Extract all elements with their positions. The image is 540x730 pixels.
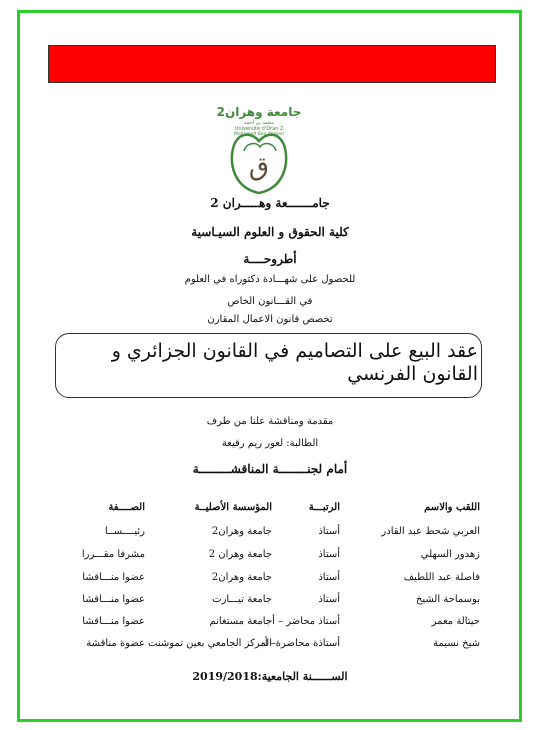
svg-text:ق: ق <box>248 152 270 182</box>
specialty-line: تخصص قانون الاعمال المقارن <box>207 314 333 325</box>
member-institution: جامعة وهران 2 <box>208 549 272 560</box>
header-role: الصــــفة <box>108 502 145 513</box>
member-rank: أستاذ <box>318 572 340 583</box>
member-institution: المركز الجامعي بعين تموشنت <box>148 638 272 649</box>
member-name: شيخ نسيمة <box>433 638 480 649</box>
committee-header-row <box>60 502 480 518</box>
university-name: جامـــــــعة وهـــــران 2 <box>210 196 330 210</box>
svg-text:جامعة وهران2: جامعة وهران2 <box>216 105 302 119</box>
red-banner <box>48 45 496 83</box>
svg-text:Université d'Oran 2: Université d'Oran 2 <box>234 126 284 132</box>
student-name: الطالبة: لعور ريم رقيعة <box>221 438 319 449</box>
thesis-label: أطروحــــة <box>243 252 297 266</box>
table-row <box>60 616 480 632</box>
member-name: بوسماحة الشيخ <box>415 594 480 605</box>
member-institution: جامعة وهران2 <box>211 572 272 583</box>
member-institution: جامعة مستغانم <box>209 616 272 627</box>
member-rank: أستاذ محاضر – أ- <box>268 616 340 627</box>
member-rank: أستاذ <box>318 594 340 605</box>
table-row <box>60 638 480 654</box>
presented-by: مقدمة ومناقشة علنا من طرف <box>206 416 334 427</box>
member-name: فاصلة عبد اللطيف <box>403 572 480 583</box>
table-row <box>60 594 480 610</box>
member-role: عضوا منـــاقشا <box>82 616 145 627</box>
header-name: اللقب والاسم <box>424 502 480 513</box>
member-institution: جامعة تيـــارت <box>212 594 272 605</box>
member-role: عضوة مناقشة <box>86 638 145 649</box>
member-rank: أستاذ <box>318 526 340 537</box>
table-row <box>60 549 480 565</box>
thesis-title: عقد البيع على التصاميم في القانون الجزائري و القانون الفرنسي <box>111 340 478 385</box>
university-lion-logo-icon <box>216 103 302 196</box>
member-institution: جامعة وهران2 <box>211 526 272 537</box>
member-role: مشرفا مقـــررا <box>81 549 145 560</box>
header-institution: المؤسسة الأصليــة <box>194 502 272 513</box>
degree-line: للحصول على شهـــادة دكتوراه في العلوم <box>184 274 356 285</box>
academic-year: الســــــنة الجامعية:2019/2018 <box>192 670 348 683</box>
table-row <box>60 572 480 588</box>
svg-text:محمد بن أحمد: محمد بن أحمد <box>244 120 274 126</box>
header-rank: الرتبـــة <box>308 502 340 513</box>
member-role: عضوا منـــاقشا <box>82 572 145 583</box>
member-name: العربي شحط عبد القادر <box>381 526 480 537</box>
member-name: زهدور السهلي <box>420 549 480 560</box>
faculty-name: كلية الحقوق و العلوم السيـاسية <box>191 225 349 239</box>
field-line: في القـــانون الخاص <box>227 296 313 307</box>
committee-heading: أمام لجنــــــــة المناقشـــــــــة <box>192 462 348 476</box>
member-role: عضوا منـــاقشا <box>82 594 145 605</box>
member-rank: أستاذة محاضرة– أ- <box>261 638 340 649</box>
table-row <box>60 526 480 542</box>
member-name: حيتالة معمر <box>431 616 480 627</box>
member-rank: أستاذ <box>318 549 340 560</box>
member-role: رئيــــســا <box>104 526 145 537</box>
svg-text:Mohamed Ben Ahmed: Mohamed Ben Ahmed <box>234 132 284 137</box>
